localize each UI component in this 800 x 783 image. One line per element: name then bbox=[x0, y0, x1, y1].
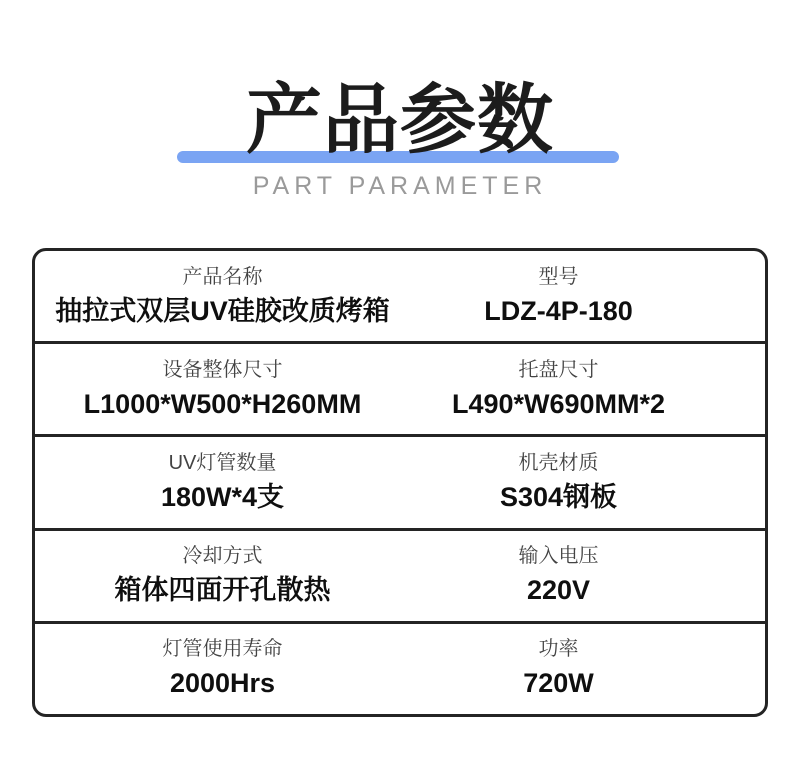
spec-label: 托盘尺寸 bbox=[518, 358, 599, 381]
page-subtitle: PART PARAMETER bbox=[252, 172, 548, 200]
spec-cell-power bbox=[400, 624, 765, 714]
spec-label: 灯管使用寿命 bbox=[162, 638, 283, 661]
spec-cell-model bbox=[400, 251, 765, 341]
spec-label: 机壳材质 bbox=[518, 452, 599, 474]
spec-value: 箱体四面开孔散热 bbox=[114, 575, 331, 606]
spec-label: UV灯管数量 bbox=[168, 452, 277, 474]
spec-row-lamps-material bbox=[35, 437, 765, 530]
spec-cell-cooling-method bbox=[35, 531, 400, 621]
spec-cell-input-voltage bbox=[400, 531, 765, 621]
spec-value: 220V bbox=[526, 575, 591, 606]
spec-value: S304钢板 bbox=[499, 482, 618, 512]
spec-row-dimensions bbox=[35, 344, 765, 437]
spec-row-lifespan-power bbox=[35, 624, 765, 714]
spec-value: L490*W690MM*2 bbox=[451, 388, 666, 419]
page-title: 产品参数 bbox=[246, 78, 554, 163]
spec-cell-tray-size bbox=[400, 344, 765, 434]
spec-cell-lamp-lifespan bbox=[35, 624, 400, 714]
spec-value: 抽拉式双层UV硅胶改质烤箱 bbox=[55, 295, 390, 326]
spec-value: 180W*4支 bbox=[160, 482, 285, 512]
spec-cell-case-material bbox=[400, 437, 765, 527]
spec-label: 功率 bbox=[538, 638, 579, 661]
spec-label: 产品名称 bbox=[182, 265, 263, 288]
spec-row-product-name-model bbox=[35, 251, 765, 344]
spec-value: L1000*W500*H260MM bbox=[83, 388, 362, 419]
spec-label: 型号 bbox=[538, 265, 579, 288]
spec-cell-overall-size bbox=[35, 344, 400, 434]
spec-cell-uv-lamp-quantity bbox=[35, 437, 400, 527]
spec-label: 设备整体尺寸 bbox=[162, 358, 283, 381]
spec-label: 输入电压 bbox=[518, 545, 599, 568]
spec-value: LDZ-4P-180 bbox=[484, 295, 633, 326]
spec-row-cooling-voltage bbox=[35, 531, 765, 624]
spec-table bbox=[32, 248, 768, 717]
spec-label: 冷却方式 bbox=[182, 545, 263, 568]
spec-cell-product-name bbox=[35, 251, 400, 341]
spec-value: 2000Hrs bbox=[169, 668, 276, 699]
spec-value: 720W bbox=[523, 668, 594, 699]
